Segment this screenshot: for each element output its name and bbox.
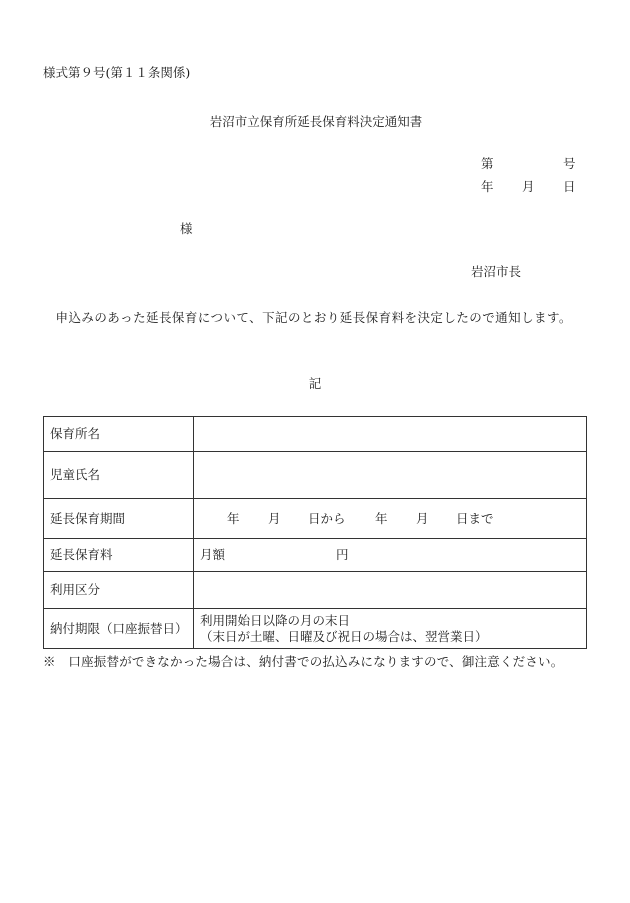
table-row-period xyxy=(44,499,587,539)
details-table xyxy=(43,416,587,649)
deadline-line-2: （末日が土曜、日曜及び祝日の場合は、翌営業日） xyxy=(200,628,488,644)
period-to-day: 日まで xyxy=(456,510,494,526)
date-month: 月 xyxy=(522,179,535,194)
issue-date-line xyxy=(481,179,577,195)
period-to-year: 年 xyxy=(375,510,388,526)
deadline-label: 納付期限（口座振替日） xyxy=(44,609,194,649)
body-paragraph: 申込みのあった延長保育について、下記のとおり延長保育料を決定したので通知します。 xyxy=(55,310,572,325)
form-number: 様式第９号(第１１条関係) xyxy=(43,65,191,80)
period-to-month: 月 xyxy=(416,510,429,526)
period-value xyxy=(194,499,587,539)
date-year: 年 xyxy=(481,179,494,194)
period-from-day: 日から xyxy=(308,510,346,526)
deadline-line-1: 利用開始日以降の月の末日 xyxy=(200,612,351,628)
ki-heading: 記 xyxy=(308,376,322,391)
fee-value xyxy=(194,539,587,572)
document-title xyxy=(0,114,630,130)
period-from-year: 年 xyxy=(227,510,240,526)
deadline-value xyxy=(194,609,587,649)
child-name-value xyxy=(194,452,587,499)
table-row-nursery xyxy=(44,417,587,452)
child-name-label: 児童氏名 xyxy=(44,452,194,499)
document-title-text: 岩沼市立保育所延長保育料決定通知書 xyxy=(209,114,423,129)
nursery-label: 保育所名 xyxy=(44,417,194,452)
category-value xyxy=(194,572,587,609)
table-row-deadline xyxy=(44,609,587,649)
document-number-prefix: 第 xyxy=(481,156,494,171)
nursery-value xyxy=(194,417,587,452)
fee-label: 延長保育料 xyxy=(44,539,194,572)
issuer-name: 岩沼市長 xyxy=(471,264,522,279)
table-row-fee xyxy=(44,539,587,572)
document-number-suffix: 号 xyxy=(563,156,576,171)
table-row-category xyxy=(44,572,587,609)
fee-prefix: 月額 xyxy=(200,547,226,562)
category-label: 利用区分 xyxy=(44,572,194,609)
period-from-month: 月 xyxy=(268,510,281,526)
fee-unit: 円 xyxy=(336,547,349,562)
table-row-child xyxy=(44,452,587,499)
recipient-honorific: 様 xyxy=(180,221,193,236)
footnote: ※ 口座振替ができなかった場合は、納付書での払込みになりますので、御注意ください。 xyxy=(43,654,564,669)
period-label: 延長保育期間 xyxy=(44,499,194,539)
document-number-line xyxy=(481,156,577,172)
date-day: 日 xyxy=(563,179,576,194)
